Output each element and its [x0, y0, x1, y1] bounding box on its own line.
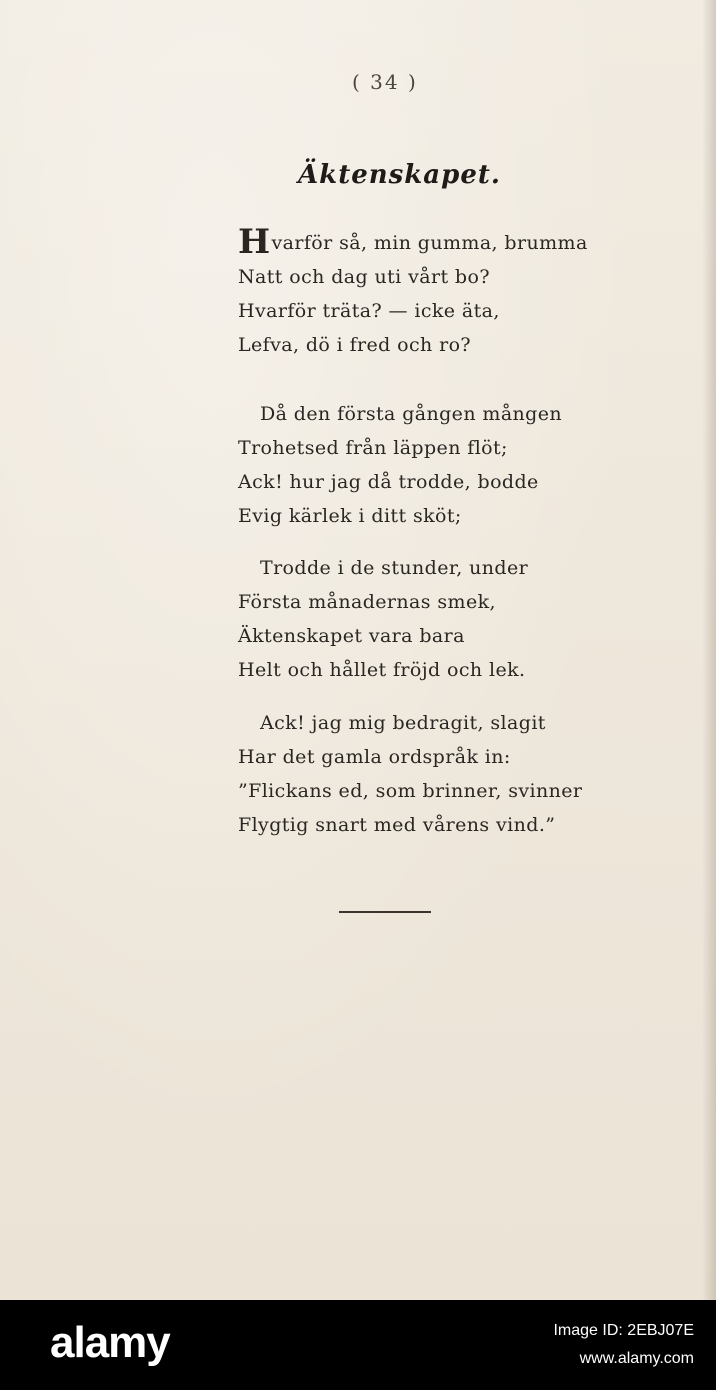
poem-line: Har det gamla ordspråk in: [238, 746, 511, 768]
poem-line: Äktenskapet vara bara [238, 625, 465, 647]
poem-line: Hvarför träta? — icke äta, [238, 300, 500, 322]
site-url: www.alamy.com [579, 1350, 694, 1367]
poem-line: Ack! hur jag då trodde, bodde [238, 471, 539, 493]
poem-line: Första månadernas smek, [238, 591, 496, 613]
stanza-1 [238, 222, 588, 362]
poem-line: Evig kärlek i ditt sköt; [238, 505, 462, 527]
poem-line [238, 222, 588, 262]
watermark-footer [0, 1300, 716, 1390]
poem-line: Trodde i de stunder, under [260, 557, 529, 579]
stanza-4 [238, 706, 582, 842]
poem-line-text: varför så, min gumma, brumma [271, 232, 588, 254]
poem-line: Ack! jag mig bedragit, slagit [260, 712, 546, 734]
brand-logo: alamy [50, 1318, 170, 1367]
drop-cap: H [238, 222, 271, 262]
poem-line: Helt och hållet fröjd och lek. [238, 659, 526, 681]
poem-line: Natt och dag uti vårt bo? [238, 266, 490, 288]
poem-line: Då den första gången mången [260, 403, 563, 425]
end-rule-divider [339, 911, 431, 913]
poem-line: Lefva, dö i fred och ro? [238, 334, 472, 356]
poem-line: ”Flickans ed, som brinner, svinner [238, 780, 583, 802]
poem-line: Flygtig snart med vårens vind.” [238, 814, 556, 836]
poem-line: Trohetsed från läppen flöt; [238, 437, 508, 459]
stanza-2 [238, 397, 562, 533]
image-id-label: Image ID: 2EBJ07E [553, 1322, 694, 1339]
stanza-3 [238, 551, 528, 687]
page-number: ( 34 ) [352, 70, 418, 94]
poem-title: Äktenskapet. [298, 160, 501, 190]
